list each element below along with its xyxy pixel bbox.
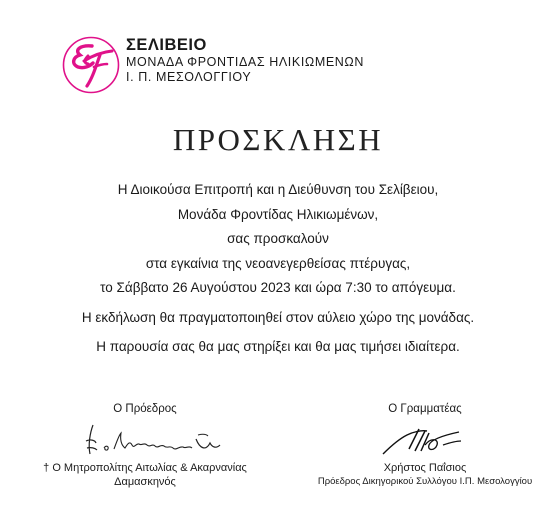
organization-name: ΣΕΛΙΒΕΙΟ	[126, 36, 207, 54]
body-line: το Σάββατο 26 Αυγούστου 2023 και ώρα 7:30 το απόγευμα.	[100, 280, 456, 295]
body-line: στα εγκαίνια της νεοανεγερθείσας πτέρυγας,	[145, 255, 411, 271]
secretary-name: Χρήστος Παΐσιος	[383, 462, 467, 474]
closing-paragraph: Η παρουσία σας θα μας στηρίξει και θα μας τιμήσει ιδιαίτερα.	[96, 338, 460, 354]
secretary-role: Ο Γραμματέας	[388, 403, 462, 415]
president-signature-block	[40, 403, 250, 489]
body-line: σας προσκαλούν	[227, 231, 329, 246]
body-line: Μονάδα Φροντίδας Ηλικιωμένων,	[177, 206, 379, 222]
document-title: ΠΡΟΣΚΛΗΣΗ	[172, 122, 384, 157]
president-signature-icon	[60, 421, 230, 459]
organization-unit: ΜΟΝΑΔΑ ΦΡΟΝΤΙΔΑΣ ΗΛΙΚΙΩΜΕΝΩΝ	[126, 55, 364, 69]
secretary-title: Πρόεδρος Δικηγορικού Συλλόγου Ι.Π. Μεσολογγίου	[317, 476, 533, 487]
body-line: Η Διοικούσα Επιτροπή και η Διεύθυνση του Σελίβειου,	[117, 182, 439, 197]
seliveio-logo-icon	[60, 36, 122, 94]
secretary-signature-block	[310, 403, 540, 488]
president-role: Ο Πρόεδρος	[113, 403, 177, 415]
letterhead	[60, 36, 364, 94]
secretary-signature-icon	[365, 421, 485, 459]
organization-location: Ι. Π. ΜΕΣΟΛΟΓΓΙΟΥ	[126, 70, 252, 84]
venue-paragraph: Η εκδήλωση θα πραγματοποιηθεί στον αύλειο χώρο της μονάδας.	[81, 309, 475, 325]
invitation-body	[0, 178, 556, 359]
president-name: Δαμασκηνός	[114, 476, 176, 488]
president-name-line: † Ο Μητροπολίτης Αιτωλίας & Ακαρνανίας	[43, 462, 247, 474]
organization-text	[126, 36, 364, 85]
